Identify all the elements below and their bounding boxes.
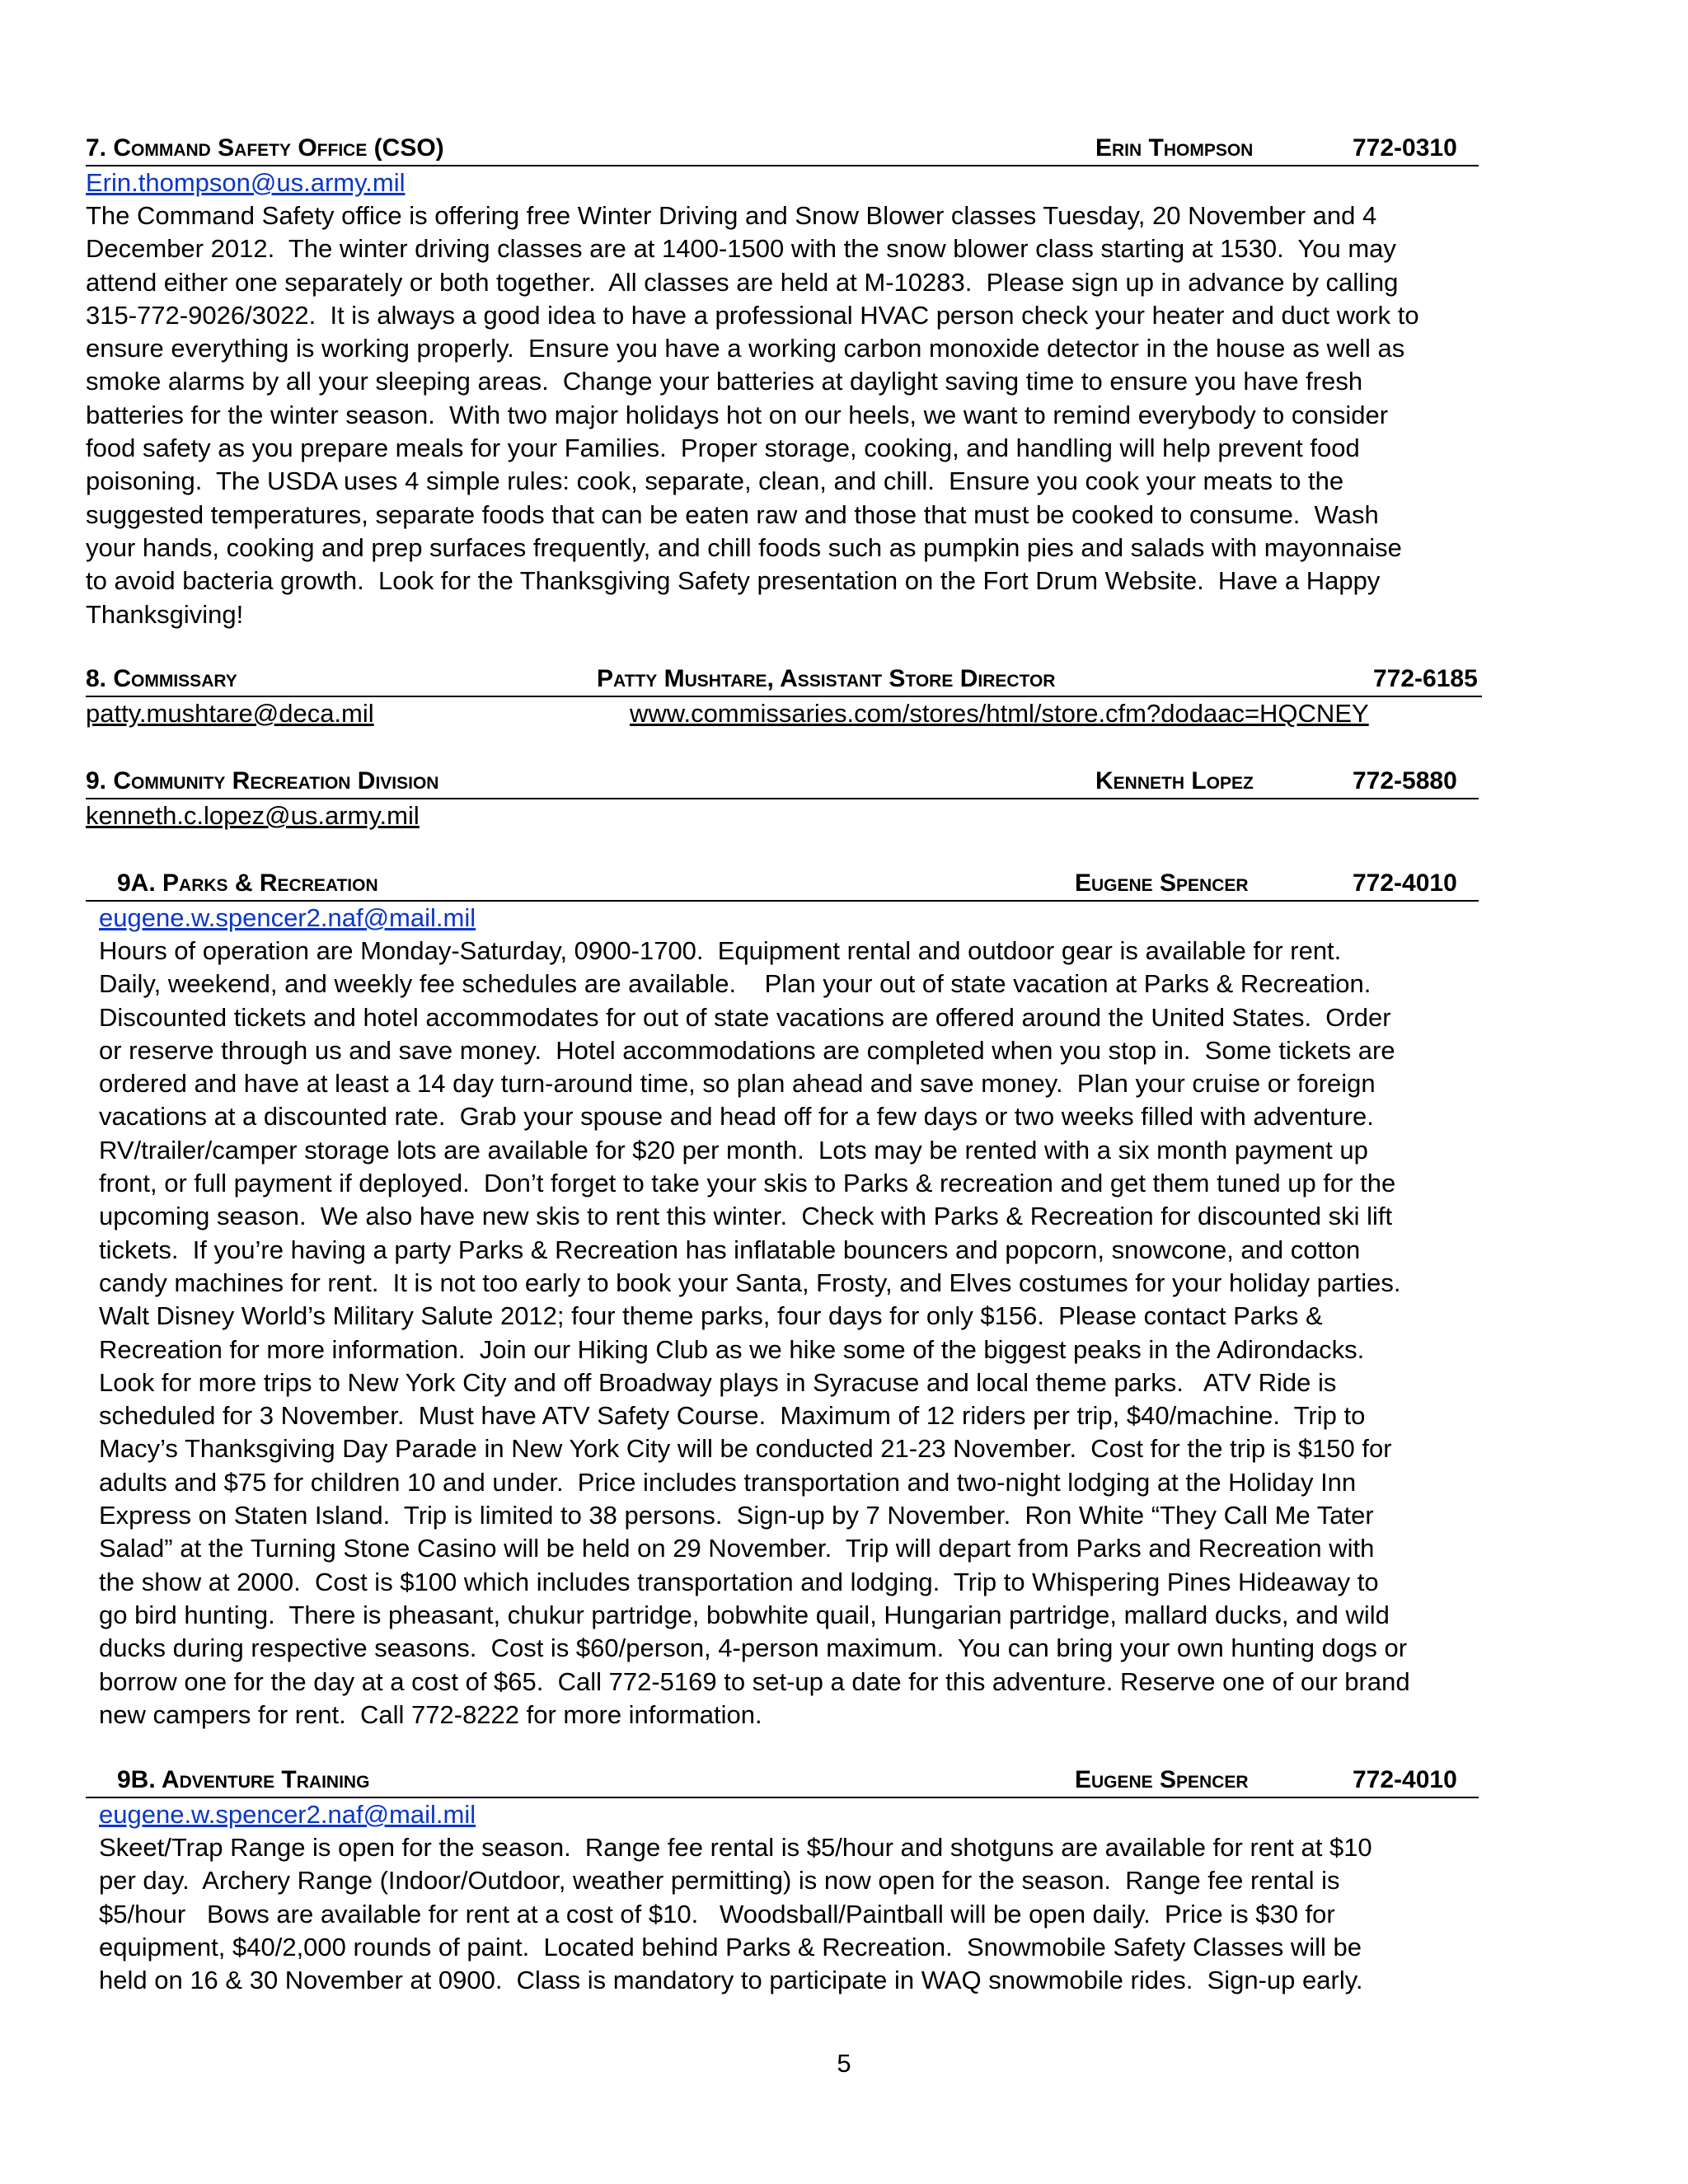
email-link[interactable]: kenneth.c.lopez@us.army.mil bbox=[86, 801, 420, 830]
contact-name: Patty Mushtare, Assistant Store Director bbox=[597, 665, 1056, 692]
email-link[interactable]: eugene.w.spencer2.naf@mail.mil bbox=[99, 1800, 476, 1829]
section-header bbox=[86, 765, 1479, 799]
contact-phone: 772-4010 bbox=[1353, 869, 1457, 897]
email-link[interactable]: eugene.w.spencer2.naf@mail.mil bbox=[99, 903, 476, 932]
contact-name: Eugene Spencer bbox=[1075, 869, 1249, 897]
section-header bbox=[86, 663, 1482, 697]
section-title: 8. Commissary bbox=[86, 665, 237, 692]
email-link[interactable]: Erin.thompson@us.army.mil bbox=[86, 168, 406, 197]
contact-phone: 772-0310 bbox=[1353, 134, 1457, 162]
section-adventure-training bbox=[86, 1764, 1602, 1997]
website-link[interactable]: www.commissaries.com/stores/html/store.cfm?dodaac=HQCNEY bbox=[630, 699, 1369, 728]
section-title: 9. Community Recreation Division bbox=[86, 767, 439, 794]
section-parks-recreation bbox=[86, 867, 1602, 1732]
section-body: The Command Safety office is offering free Winter Driving and Snow Blower classes Tuesday, 20 November and 4 December 2012. The winter driving classes are at 1400-1500 with the snow blower class starting at 1530. You may attend either one separately or both together. All classes are held at M-10283. Please sign up in advance by calling 315-772-9026/3022. It is always a good idea to have a professional HVAC person check your heater and duct work to ensure everything is working properly. Ensure you have a working carbon monoxide detector in the house as well as smoke alarms by all your sleeping areas. Change your batteries at daylight saving time to ensure you have fresh batteries for the winter season. With two major holidays hot on our heels, we want to remind everybody to consider food safety as you prepare meals for your Families. Proper storage, cooking, and handling will help prevent food poisoning. The USDA uses 4 simple rules: cook, separate, clean, and chill. Ensure you cook your meats to the suggested temperatures, separate foods that can be eaten raw and those that must be cooked to consume. Wash your hands, cooking and prep surfaces frequently, and chill foods such as pumpkin pies and salads with mayonnaise to avoid bacteria growth. Look for the Thanksgiving Safety presentation on the Fort Drum Website. Have a Happy Thanksgiving! bbox=[86, 201, 1419, 629]
section-content bbox=[86, 902, 1602, 1732]
section-title: 9B. Adventure Training bbox=[117, 1766, 370, 1793]
contact-row bbox=[86, 166, 1602, 199]
contact-phone: 772-6185 bbox=[1373, 665, 1478, 692]
contact-row bbox=[86, 799, 1602, 832]
section-community-recreation-division bbox=[86, 765, 1602, 832]
email-link[interactable]: patty.mushtare@deca.mil bbox=[86, 699, 374, 728]
section-commissary bbox=[86, 663, 1602, 730]
section-header bbox=[86, 1764, 1479, 1798]
section-title: 9A. Parks & Recreation bbox=[117, 869, 378, 897]
section-body: Hours of operation are Monday-Saturday, 0900-1700. Equipment rental and outdoor gear is available for rent. Daily, weekend, and weekly fee schedules are available. Plan your out of state vacation at Parks & Recreation. Discounted tickets and hotel accommodates for out of state vacations are offered around the United States. Order or reserve through us and save money. Hotel accommodations are completed when you stop in. Some tickets are ordered and have at least a 14 day turn-around time, so plan ahead and save money. Plan your cruise or foreign vacations at a discounted rate. Grab your spouse and head off for a few days or two weeks filled with adventure. RV/trailer/camper storage lots are available for $20 per month. Lots may be rented with a six month payment up front, or full payment if deployed. Don’t forget to take your skis to Parks & recreation and get them tuned up for the upcoming season. We also have new skis to rent this winter. Check with Parks & Recreation for discounted ski lift tickets. If you’re having a party Parks & Recreation has inflatable bouncers and popcorn, snowcone, and cotton candy machines for rent. It is not too early to book your Santa, Frosty, and Elves costumes for your holiday parties. Walt Disney World’s Military Salute 2012; four theme parks, four days for only $156. Please contact Parks & Recreation for more information. Join our Hiking Club as we hike some of the biggest peaks in the Adirondacks. Look for more trips to New York City and off Broadway plays in Syracuse and local theme parks. ATV Ride is scheduled for 3 November. Must have ATV Safety Course. Maximum of 12 riders per trip, $40/machine. Trip to Macy’s Thanksgiving Day Parade in New York City will be conducted 21-23 November. Cost for the trip is $150 for adults and $75 for children 10 and under. Price includes transportation and two-night lodging at the Holiday Inn Express on Staten Island. Trip is limited to 38 persons. Sign-up by 7 November. Ron White “They Call Me Tater Salad” at the Turning Stone Casino will be held on 29 November. Trip will depart from Parks and Recreation with the show at 2000. Cost is $100 which includes transportation and lodging. Trip to Whispering Pines Hideaway to go bird hunting. There is pheasant, chukur partridge, bobwhite quail, Hungarian partridge, mallard ducks, and wild ducks during respective seasons. Cost is $60/person, 4-person maximum. You can bring your own hunting dogs or borrow one for the day at a cost of $65. Call 772-5169 to set-up a date for this adventure. Reserve one of our brand new campers for rent. Call 772-8222 for more information. bbox=[99, 936, 1410, 1729]
section-body: Skeet/Trap Range is open for the season. Range fee rental is $5/hour and shotguns are available for rent at $10 per day. Archery Range (Indoor/Outdoor, weather permitting) is now open for the season. Range fee rental is $5/hour Bows are available for rent at a cost of $10. Woodsball/Paintball will be open daily. Price is $30 for equipment, $40/2,000 rounds of paint. Located behind Parks & Recreation. Snowmobile Safety Classes will be held on 16 & 30 November at 0900. Class is mandatory to participate in WAQ snowmobile rides. Sign-up early. bbox=[99, 1833, 1372, 1995]
section-header bbox=[86, 867, 1479, 902]
contact-name: Eugene Spencer bbox=[1075, 1766, 1249, 1793]
contact-name: Kenneth Lopez bbox=[1095, 767, 1254, 794]
contact-phone: 772-4010 bbox=[1353, 1766, 1457, 1793]
contact-row bbox=[99, 902, 1602, 935]
contact-row bbox=[86, 697, 1602, 730]
section-header bbox=[86, 132, 1479, 166]
section-command-safety-office bbox=[86, 132, 1602, 631]
page-number: 5 bbox=[837, 2049, 851, 2078]
contact-name: Erin Thompson bbox=[1095, 134, 1254, 162]
contact-phone: 772-5880 bbox=[1353, 767, 1457, 794]
section-title: 7. Command Safety Office (CSO) bbox=[86, 134, 444, 162]
section-content bbox=[86, 1798, 1602, 1997]
contact-row bbox=[99, 1798, 1602, 1831]
